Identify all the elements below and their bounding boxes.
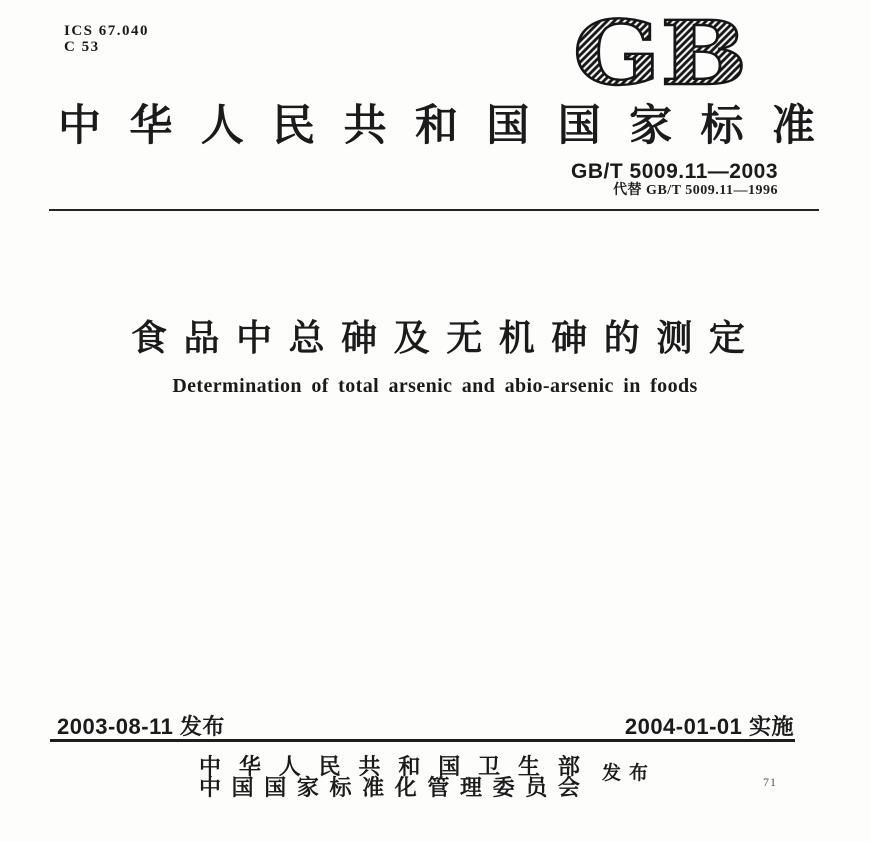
issuer-line-2: 中 国 国 家 标 准 化 管 理 委 员 会 bbox=[199, 774, 580, 800]
ics-block bbox=[64, 23, 149, 55]
issuer-block bbox=[199, 753, 580, 800]
dates-row bbox=[57, 716, 794, 738]
national-standard-heading: 中 华 人 民 共 和 国 国 家 标 准 bbox=[58, 103, 815, 150]
document-title-en: Determination of total arsenic and abio-arsenic in foods bbox=[172, 375, 698, 397]
replaces-note: 代替 GB/T 5009.11—1996 bbox=[613, 183, 778, 198]
publish-label: 发 布 bbox=[602, 763, 648, 784]
standard-number-block bbox=[571, 161, 778, 198]
header-rule bbox=[49, 209, 819, 211]
page-number: 71 bbox=[763, 775, 777, 789]
issuer-line-1: 中 华 人 民 共 和 国 卫 生 部 bbox=[199, 753, 580, 779]
footer-rule bbox=[50, 739, 795, 742]
ics-code: ICS 67.040 bbox=[64, 23, 150, 39]
issue-date: 2003-08-11 发布 bbox=[57, 714, 225, 739]
standard-number: GB/T 5009.11—2003 bbox=[571, 160, 778, 183]
category-code: C 53 bbox=[64, 39, 100, 55]
implementation-date: 2004-01-01 实施 bbox=[624, 714, 794, 739]
gb-logo-text: GB bbox=[573, 14, 747, 98]
document-title-zh: 食 品 中 总 砷 及 无 机 砷 的 测 定 bbox=[131, 317, 745, 358]
gb-logo bbox=[570, 14, 750, 98]
